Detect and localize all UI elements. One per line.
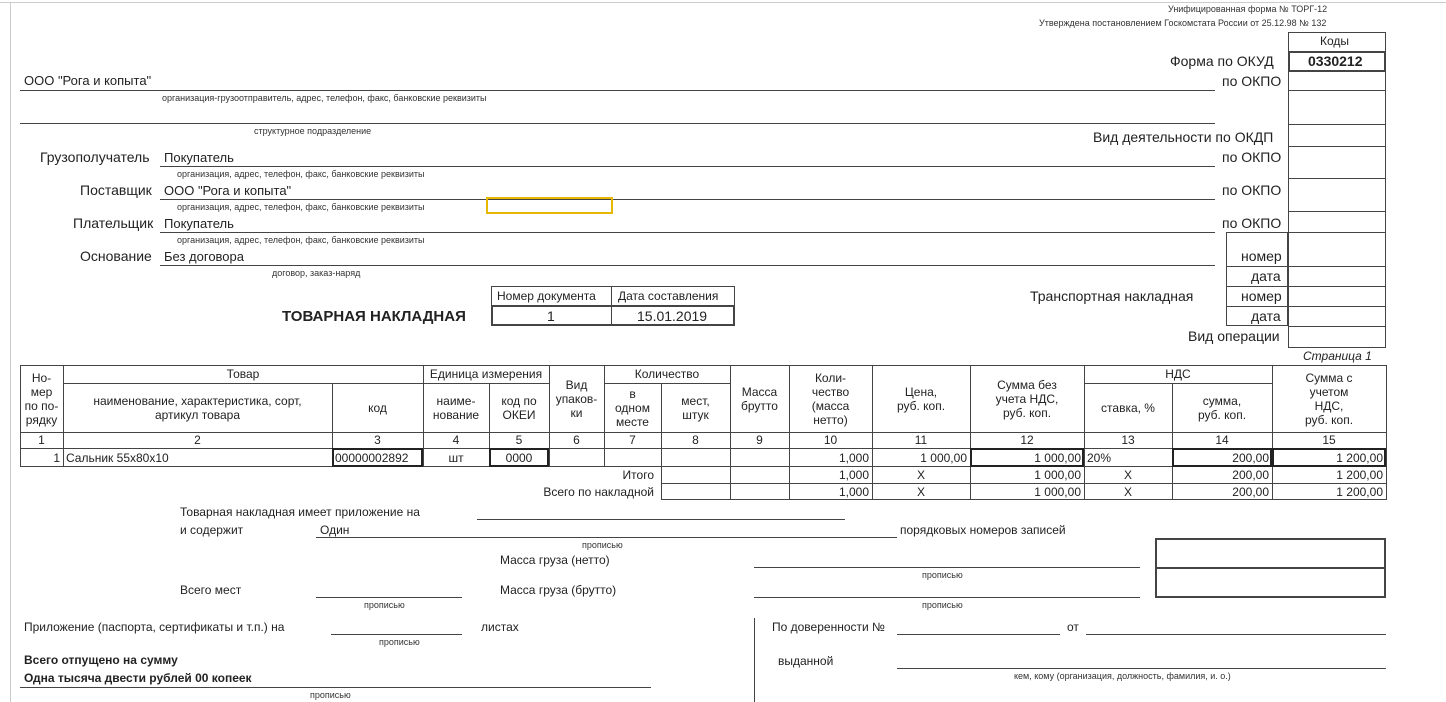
- consignee-caption: организация, адрес, телефон, факс, банковские реквизиты: [177, 169, 425, 179]
- th-pack: Вид упаков- ки: [555, 377, 598, 420]
- th-goods-code: код: [368, 400, 387, 415]
- col-number: 1: [38, 433, 45, 447]
- row-sum: 1 000,00: [1034, 450, 1081, 465]
- th-goods-name: наименование, характеристика, сорт, артикул товара: [93, 393, 302, 422]
- basis-caption: договор, заказ-наряд: [272, 268, 361, 278]
- selection-cursor[interactable]: [486, 197, 613, 214]
- okdp-label: Вид деятельности по ОКДП: [1093, 129, 1274, 145]
- approved-text: Утверждена постановлением Госкомстата России от 25.12.98 № 132: [1039, 18, 1327, 28]
- transport-number-label: номер: [1241, 288, 1282, 304]
- basis-value: Без договора: [164, 249, 244, 264]
- col-number: 7: [629, 433, 636, 447]
- codes-column: [1288, 32, 1386, 348]
- shipper-caption: организация-грузоотправитель, адрес, телефон, факс, банковские реквизиты: [162, 93, 487, 103]
- itogo-label: Итого: [622, 467, 654, 482]
- okud-value: 0330212: [1308, 53, 1363, 69]
- records-count: Один: [320, 523, 350, 537]
- contains-text: и содержит: [180, 523, 244, 537]
- consignee-label: Грузополучатель: [40, 149, 150, 165]
- okud-label: Форма по ОКУД: [1170, 53, 1274, 69]
- payer-value: Покупатель: [164, 216, 234, 231]
- sheets-label: листах: [481, 620, 519, 634]
- th-price: Цена, руб. коп.: [896, 384, 946, 413]
- records-text: порядковых номеров записей: [900, 523, 1066, 537]
- th-unit-okei: код по ОКЕИ: [501, 393, 537, 422]
- division-caption: структурное подразделение: [254, 126, 372, 136]
- th-num: Но- мер по по- рядку: [24, 370, 59, 427]
- row-net: 1,000: [838, 450, 869, 465]
- col-number: 12: [1020, 433, 1034, 447]
- col-number: 15: [1322, 433, 1336, 447]
- row-price: 1 000,00: [920, 450, 967, 465]
- consignee-value: Покупатель: [164, 150, 234, 165]
- doc-date: 15.01.2019: [637, 308, 708, 324]
- supplier-label: Поставщик: [80, 182, 152, 198]
- okpo-label-4: по ОКПО: [1222, 215, 1282, 231]
- th-goods: Товар: [226, 367, 260, 381]
- th-vat: НДС: [1165, 367, 1191, 381]
- col-number: 8: [692, 433, 699, 447]
- all-label: Всего по накладной: [543, 484, 654, 499]
- payer-label: Плательщик: [73, 215, 154, 231]
- itogo-net: 1,000: [838, 467, 869, 482]
- row-num: 1: [53, 450, 60, 465]
- all-price: X: [916, 484, 925, 499]
- th-vat-rate: ставка, %: [1101, 400, 1155, 415]
- all-total: 1 200,00: [1336, 484, 1383, 499]
- net-label: Масса груза (нетто): [500, 553, 610, 567]
- in-words-2: прописью: [922, 570, 963, 580]
- th-qty-one: в одном месте: [615, 386, 650, 429]
- all-sum: 1 000,00: [1034, 484, 1081, 499]
- form-name: Унифицированная форма № ТОРГ-12: [1168, 4, 1328, 14]
- supplier-caption: организация, адрес, телефон, факс, банковские реквизиты: [177, 202, 425, 212]
- th-sum-novat: Сумма без учета НДС, руб. коп.: [995, 377, 1059, 420]
- col-number: 9: [756, 433, 763, 447]
- row-places: [661, 449, 730, 466]
- okpo-label-1: по ОКПО: [1222, 73, 1282, 89]
- supplier-value: ООО "Рога и копыта": [164, 183, 292, 198]
- doc-title: ТОВАРНАЯ НАКЛАДНАЯ: [282, 308, 466, 325]
- in-words-3: прописью: [364, 600, 405, 610]
- col-number: 5: [515, 433, 523, 447]
- row-unit: шт: [448, 450, 464, 465]
- col-number: 4: [452, 433, 460, 447]
- codes-label: Коды: [1320, 34, 1350, 48]
- all-vat: 200,00: [1232, 484, 1269, 499]
- released-words: Одна тысяча двести рублей 00 копеек: [24, 671, 252, 685]
- itogo-vat: 200,00: [1232, 467, 1269, 482]
- basis-label: Основание: [80, 248, 152, 264]
- row-vat: 200,00: [1232, 450, 1269, 465]
- col-number: 11: [914, 433, 928, 447]
- doc-number: 1: [547, 308, 555, 324]
- issued-label: выданной: [778, 654, 834, 668]
- itogo-price: X: [916, 467, 925, 482]
- transport-label: Транспортная накладная: [1030, 288, 1194, 304]
- col-number: 2: [194, 433, 201, 447]
- th-vat-sum: сумма, руб. коп.: [1197, 393, 1247, 422]
- in-words-5: прописью: [379, 637, 420, 647]
- all-rate: X: [1123, 484, 1132, 499]
- th-unit-name: наиме- нование: [432, 393, 480, 422]
- gross-label: Масса груза (брутто): [500, 583, 617, 597]
- released-label: Всего отпущено на сумму: [24, 653, 178, 667]
- th-total: Сумма с учетом НДС, руб. коп.: [1304, 370, 1354, 427]
- basis-date-label: дата: [1251, 268, 1281, 284]
- row-rate: 20%: [1087, 450, 1112, 465]
- row-code: 00000002892: [335, 450, 409, 465]
- row-okei: 0000: [505, 450, 533, 465]
- col-number: 13: [1121, 433, 1135, 447]
- shipper-name: ООО "Рога и копыта": [24, 73, 152, 88]
- transport-date-label: дата: [1251, 308, 1281, 324]
- doc-date-header: Дата составления: [618, 289, 719, 303]
- okpo-label-3: по ОКПО: [1222, 182, 1282, 198]
- col-number: 6: [573, 433, 580, 447]
- operation-label: Вид операции: [1188, 328, 1280, 344]
- row-total: 1 200,00: [1336, 450, 1383, 465]
- row-gross: [730, 449, 789, 466]
- th-qty: Количество: [634, 367, 700, 381]
- all-net: 1,000: [838, 484, 869, 499]
- itogo-total: 1 200,00: [1336, 467, 1383, 482]
- appendix-label: Приложение (паспорта, сертификаты и т.п.) на: [24, 620, 285, 634]
- issued-caption: кем, кому (организация, должность, фамилия, и. о.): [1014, 671, 1231, 681]
- col-number: 3: [374, 433, 381, 447]
- row-one: [604, 449, 661, 466]
- in-words-4: прописью: [922, 600, 963, 610]
- th-unit: Единица измерения: [429, 367, 543, 381]
- th-net: Коли- чество (масса нетто): [811, 370, 850, 427]
- attach-text: Товарная накладная имеет приложение на: [180, 505, 420, 519]
- itogo-sum: 1 000,00: [1034, 467, 1081, 482]
- th-gross: Масса брутто: [741, 384, 778, 413]
- itogo-rate: X: [1123, 467, 1132, 482]
- page-number: Страница 1: [1303, 349, 1372, 363]
- in-words-6: прописью: [310, 690, 351, 700]
- proxy-label: По доверенности №: [772, 620, 885, 634]
- th-qty-places: мест, штук: [681, 393, 710, 422]
- doc-number-header: Номер документа: [497, 289, 596, 303]
- basis-number-label: номер: [1241, 248, 1282, 264]
- places-label: Всего мест: [180, 583, 242, 597]
- col-number: 14: [1215, 433, 1229, 447]
- okpo-label-2: по ОКПО: [1222, 149, 1282, 165]
- row-name: Сальник 55х80х10: [66, 450, 169, 465]
- payer-caption: организация, адрес, телефон, факс, банковские реквизиты: [177, 235, 425, 245]
- from-label: от: [1067, 620, 1079, 634]
- row-pack: [549, 449, 604, 466]
- col-number: 10: [823, 433, 838, 447]
- in-words-1: прописью: [582, 540, 623, 550]
